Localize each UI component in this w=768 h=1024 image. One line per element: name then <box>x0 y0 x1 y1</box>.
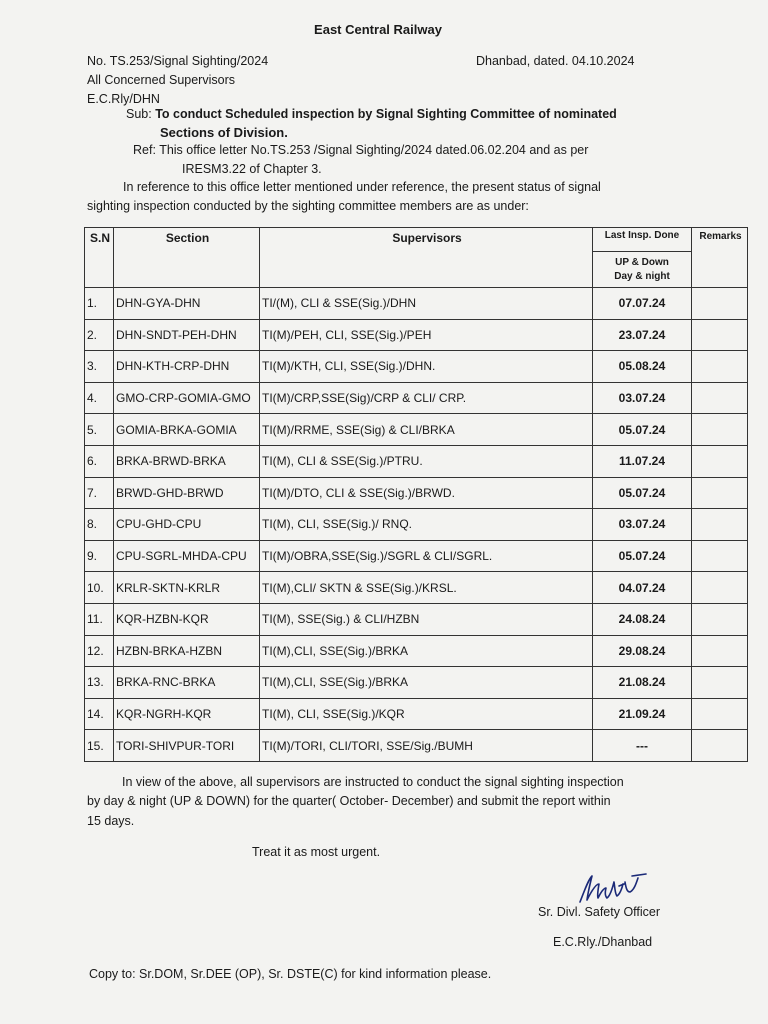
row-section: DHN-KTH-CRP-DHN <box>114 351 260 383</box>
handwritten-signature <box>572 870 652 906</box>
table-header-row <box>85 228 748 288</box>
table-row <box>85 635 748 667</box>
row-sn: 11. <box>85 603 114 635</box>
row-sn: 1. <box>85 288 114 320</box>
subject-label: Sub: <box>126 107 152 121</box>
row-last-inspection-date: 07.07.24 <box>593 288 692 320</box>
row-supervisors: TI(M),CLI, SSE(Sig.)/BRKA <box>260 667 593 699</box>
header-day-night: Day & night <box>614 271 670 282</box>
row-section: KQR-NGRH-KQR <box>114 698 260 730</box>
table-row <box>85 319 748 351</box>
reference-label: Ref: <box>133 143 156 157</box>
row-supervisors: TI(M), CLI, SSE(Sig.)/KQR <box>260 698 593 730</box>
row-section: CPU-GHD-CPU <box>114 509 260 541</box>
row-remarks <box>692 698 748 730</box>
row-supervisors: TI/(M), CLI & SSE(Sig.)/DHN <box>260 288 593 320</box>
row-remarks <box>692 667 748 699</box>
inspection-status-table <box>84 227 748 762</box>
table-row <box>85 667 748 699</box>
row-last-inspection-date: 03.07.24 <box>593 509 692 541</box>
row-last-inspection-date: 03.07.24 <box>593 382 692 414</box>
row-sn: 3. <box>85 351 114 383</box>
table-row <box>85 509 748 541</box>
row-section: HZBN-BRKA-HZBN <box>114 635 260 667</box>
subject-text: To conduct Scheduled inspection by Signal Sighting Committee of nominated <box>155 107 617 121</box>
row-supervisors: TI(M), CLI, SSE(Sig.)/ RNQ. <box>260 509 593 541</box>
place-date: Dhanbad, dated. 04.10.2024 <box>476 54 635 68</box>
row-supervisors: TI(M)/RRME, SSE(Sig) & CLI/BRKA <box>260 414 593 446</box>
header-supervisors: Supervisors <box>260 228 593 288</box>
signatory-office: E.C.Rly./Dhanbad <box>553 935 653 949</box>
row-last-inspection-date: 05.07.24 <box>593 477 692 509</box>
signatory-designation: Sr. Divl. Safety Officer <box>538 905 661 919</box>
addressee-line1: All Concerned Supervisors <box>87 73 235 87</box>
table-row <box>85 730 748 762</box>
row-remarks <box>692 319 748 351</box>
row-remarks <box>692 603 748 635</box>
organization-title: East Central Railway <box>314 22 442 37</box>
row-last-inspection-date: 21.08.24 <box>593 667 692 699</box>
table-row <box>85 351 748 383</box>
row-supervisors: TI(M)/DTO, CLI & SSE(Sig.)/BRWD. <box>260 477 593 509</box>
row-supervisors: TI(M),CLI/ SKTN & SSE(Sig.)/KRSL. <box>260 572 593 604</box>
urgent-note: Treat it as most urgent. <box>252 845 381 859</box>
table-row <box>85 540 748 572</box>
row-last-inspection-date: --- <box>593 730 692 762</box>
row-section: KQR-HZBN-KQR <box>114 603 260 635</box>
row-last-inspection-date: 04.07.24 <box>593 572 692 604</box>
subject-line1 <box>126 107 617 121</box>
header-last-insp-label: Last Insp. Done <box>593 228 691 252</box>
subject-line2: Sections of Division. <box>160 125 288 140</box>
row-supervisors: TI(M)/KTH, CLI, SSE(Sig.)/DHN. <box>260 351 593 383</box>
header-remarks: Remarks <box>692 228 748 288</box>
row-supervisors: TI(M)/CRP,SSE(Sig)/CRP & CLI/ CRP. <box>260 382 593 414</box>
table-row <box>85 414 748 446</box>
row-last-inspection-date: 24.08.24 <box>593 603 692 635</box>
row-section: BRWD-GHD-BRWD <box>114 477 260 509</box>
row-last-inspection-date: 21.09.24 <box>593 698 692 730</box>
reference-line2: IRESM3.22 of Chapter 3. <box>182 162 322 176</box>
row-sn: 7. <box>85 477 114 509</box>
row-section: KRLR-SKTN-KRLR <box>114 572 260 604</box>
reference-text: This office letter No.TS.253 /Signal Sighting/2024 dated.06.02.204 and as per <box>159 143 589 157</box>
row-supervisors: TI(M)/PEH, CLI, SSE(Sig.)/PEH <box>260 319 593 351</box>
row-last-inspection-date: 29.08.24 <box>593 635 692 667</box>
row-sn: 2. <box>85 319 114 351</box>
row-sn: 10. <box>85 572 114 604</box>
table-row <box>85 572 748 604</box>
copy-to: Copy to: Sr.DOM, Sr.DEE (OP), Sr. DSTE(C) for kind information please. <box>89 967 492 981</box>
row-remarks <box>692 635 748 667</box>
letter-number: No. TS.253/Signal Sighting/2024 <box>87 54 269 68</box>
row-sn: 4. <box>85 382 114 414</box>
addressee-line2: E.C.Rly/DHN <box>87 92 160 106</box>
row-sn: 13. <box>85 667 114 699</box>
table-row <box>85 382 748 414</box>
table-row <box>85 698 748 730</box>
row-sn: 6. <box>85 445 114 477</box>
row-last-inspection-date: 05.08.24 <box>593 351 692 383</box>
row-supervisors: TI(M), SSE(Sig.) & CLI/HZBN <box>260 603 593 635</box>
table-row <box>85 477 748 509</box>
row-section: BRKA-BRWD-BRKA <box>114 445 260 477</box>
intro-line1: In reference to this office letter mentioned under reference, the present status of signal <box>123 180 601 194</box>
closing-line3: 15 days. <box>87 814 135 828</box>
row-remarks <box>692 509 748 541</box>
intro-line2: sighting inspection conducted by the sighting committee members are as under: <box>87 199 529 213</box>
row-sn: 8. <box>85 509 114 541</box>
row-supervisors: TI(M), CLI & SSE(Sig.)/PTRU. <box>260 445 593 477</box>
row-last-inspection-date: 11.07.24 <box>593 445 692 477</box>
row-remarks <box>692 382 748 414</box>
row-supervisors: TI(M)/OBRA,SSE(Sig.)/SGRL & CLI/SGRL. <box>260 540 593 572</box>
row-section: DHN-GYA-DHN <box>114 288 260 320</box>
row-remarks <box>692 540 748 572</box>
row-sn: 12. <box>85 635 114 667</box>
row-remarks <box>692 445 748 477</box>
row-supervisors: TI(M),CLI, SSE(Sig.)/BRKA <box>260 635 593 667</box>
table-row <box>85 445 748 477</box>
row-section: BRKA-RNC-BRKA <box>114 667 260 699</box>
row-remarks <box>692 288 748 320</box>
row-remarks <box>692 414 748 446</box>
closing-line2: by day & night (UP & DOWN) for the quarter( October- December) and submit the report within <box>87 794 611 808</box>
row-remarks <box>692 730 748 762</box>
row-section: TORI-SHIVPUR-TORI <box>114 730 260 762</box>
table-row <box>85 603 748 635</box>
row-sn: 5. <box>85 414 114 446</box>
header-up-down: UP & Down <box>615 257 669 268</box>
header-sn: S.N <box>85 228 114 288</box>
row-section: GMO-CRP-GOMIA-GMO <box>114 382 260 414</box>
row-section: CPU-SGRL-MHDA-CPU <box>114 540 260 572</box>
header-section: Section <box>114 228 260 288</box>
row-last-inspection-date: 23.07.24 <box>593 319 692 351</box>
row-last-inspection-date: 05.07.24 <box>593 540 692 572</box>
row-remarks <box>692 477 748 509</box>
row-sn: 15. <box>85 730 114 762</box>
row-sn: 14. <box>85 698 114 730</box>
row-last-inspection-date: 05.07.24 <box>593 414 692 446</box>
closing-line1: In view of the above, all supervisors are instructed to conduct the signal sighting inspection <box>122 775 624 789</box>
reference-line1 <box>133 143 588 157</box>
row-remarks <box>692 572 748 604</box>
table-row <box>85 288 748 320</box>
row-section: DHN-SNDT-PEH-DHN <box>114 319 260 351</box>
row-supervisors: TI(M)/TORI, CLI/TORI, SSE/Sig./BUMH <box>260 730 593 762</box>
row-section: GOMIA-BRKA-GOMIA <box>114 414 260 446</box>
header-last-inspection <box>593 228 692 288</box>
row-remarks <box>692 351 748 383</box>
table-body <box>85 288 748 762</box>
row-sn: 9. <box>85 540 114 572</box>
